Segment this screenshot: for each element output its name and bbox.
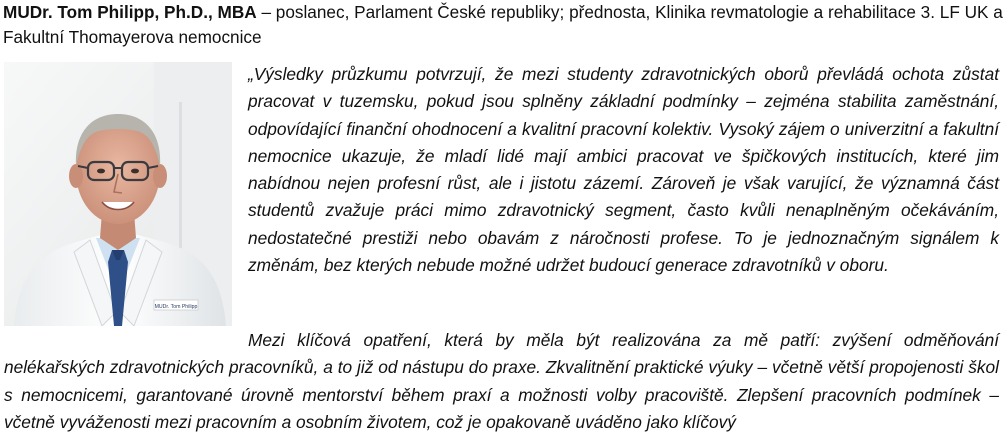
portrait-illustration (4, 62, 232, 326)
speaker-role: – poslanec, Parlament České republiky; přednosta, Klinika revmatologie a rehabilitace 3. LF UK a Fakultní Thomayerova nemocnice (3, 2, 1003, 47)
quote-text-2: Mezi klíčová opatření, která by měla být realizována za mě patří: zvýšení odměňování nelékařských zdravotnických pracovníků, a to již od nástupu do praxe. Zkvalitnění praktické výuky – včetně větší propojenosti škol s nemocnicemi, garantované úrovně mentorství během praxí a možnosti volby pracoviště. Zlepšení pracovních podmínek – včetně vyváženosti mezi pracovním a osobním životem, což je opakovaně uváděno jako klíčový (4, 330, 999, 432)
quote-paragraph-1 (248, 61, 999, 279)
speaker-portrait (4, 62, 232, 326)
speaker-heading (3, 0, 1003, 50)
coat-name-badge: MUDr. Tom Philipp (154, 304, 198, 310)
quote-text-1: „Výsledky průzkumu potvrzují, že mezi studenty zdravotnických oborů převládá ochota zůstat pracovat v tuzemsku, pokud jsou splněny základní podmínky – zejména stabilita zaměstnání, odpovídající finanční ohodnocení a kvalitní pracovní kolektiv. Vysoký zájem o univerzitní a fakultní nemocnice ukazuje, že mladí lidé mají ambici pracovat ve špičkových institucích, které jim nabídnou nejen profesní růst, ale i jistotu zázemí. Zároveň je však varující, že významná část studentů zvažuje práci mimo zdravotnický segment, často kvůli nenaplněným očekáváním, nedostatečné prestiži nebo obavám z náročnosti profese. To je jednoznačným signálem k změnám, bez kterých nebude možné udržet budoucí generace zdravotníků v oboru. (248, 64, 999, 276)
speaker-name: MUDr. Tom Philipp, Ph.D., MBA (3, 2, 257, 22)
quote-paragraph-2 (4, 327, 999, 436)
